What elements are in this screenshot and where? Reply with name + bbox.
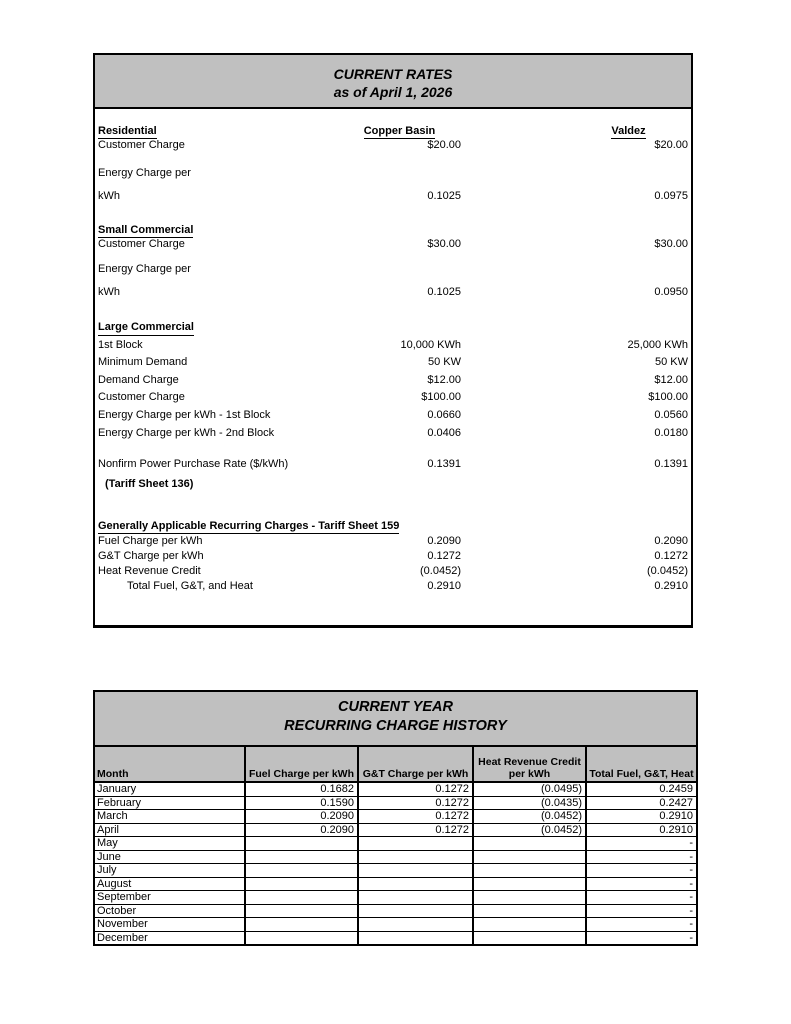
history-total-cell: - <box>586 837 697 851</box>
rates-column-spacer <box>461 425 569 443</box>
rates-valdez-value: 0.1391 <box>654 458 688 471</box>
history-month-row <box>94 823 697 837</box>
history-heat-cell <box>473 904 586 918</box>
rates-copper-basin-value: $30.00 <box>427 238 461 250</box>
history-title: CURRENT YEAR <box>338 699 453 715</box>
history-month-row <box>94 837 697 851</box>
rates-row-spacer <box>95 181 691 190</box>
rates-copper-basin-value: $12.00 <box>427 373 461 386</box>
history-total-cell: - <box>586 918 697 932</box>
rates-row <box>95 478 691 492</box>
rates-row <box>95 263 691 277</box>
rates-row <box>95 458 691 472</box>
rates-row <box>95 579 691 594</box>
rates-valdez-value <box>569 263 691 277</box>
rates-row <box>95 389 691 407</box>
rates-row <box>95 238 691 252</box>
rates-row-spacer <box>95 492 691 519</box>
rates-row <box>95 139 691 153</box>
history-month-row <box>94 904 697 918</box>
history-total-cell: - <box>586 904 697 918</box>
history-total-cell: - <box>586 864 697 878</box>
rates-valdez-value: $20.00 <box>654 139 688 151</box>
history-month-cell: May <box>94 837 245 851</box>
history-total-cell: 0.2910 <box>586 823 697 837</box>
history-gt-cell: 0.1272 <box>358 810 473 824</box>
rates-copper-basin-value: 0.2090 <box>427 535 461 548</box>
history-total-cell: - <box>586 891 697 905</box>
history-heat-cell: (0.0452) <box>473 810 586 824</box>
history-month-row <box>94 918 697 932</box>
history-title-cell <box>94 691 697 746</box>
history-month-row <box>94 810 697 824</box>
rates-row-label: Customer Charge <box>98 139 185 151</box>
current-rates-header <box>95 55 691 109</box>
rates-copper-basin-value <box>338 263 461 277</box>
rates-copper-basin-value <box>338 167 461 181</box>
rates-valdez-value: 0.1272 <box>654 550 688 563</box>
column-header-total: Total Fuel, G&T, Heat <box>586 746 697 782</box>
history-table <box>93 690 698 946</box>
rates-row <box>95 190 691 204</box>
rates-row <box>95 286 691 300</box>
rates-valdez-value <box>569 224 691 238</box>
current-rates-panel <box>93 53 693 628</box>
history-heat-cell <box>473 864 586 878</box>
rates-row <box>95 534 691 549</box>
rates-row-label: Fuel Charge per kWh <box>98 535 203 548</box>
history-fuel-cell <box>245 850 358 864</box>
history-month-row <box>94 796 697 810</box>
rates-valdez-value <box>569 478 691 492</box>
rates-copper-basin-value <box>399 519 522 534</box>
rates-copper-basin-value <box>338 319 461 337</box>
rates-valdez-value: 25,000 KWh <box>627 338 688 351</box>
history-fuel-cell <box>245 877 358 891</box>
recurring-charge-history-panel <box>93 690 696 946</box>
history-gt-cell <box>358 891 473 905</box>
rates-valdez-value: Valdez <box>611 125 646 137</box>
history-fuel-cell <box>245 864 358 878</box>
rates-row <box>95 564 691 579</box>
history-gt-cell <box>358 864 473 878</box>
rates-row <box>95 519 691 534</box>
history-month-cell: October <box>94 904 245 918</box>
history-fuel-cell <box>245 931 358 945</box>
rates-column-spacer <box>461 407 569 425</box>
rates-valdez-value <box>569 319 691 337</box>
rates-copper-basin-value: 0.1272 <box>427 550 461 563</box>
history-gt-cell <box>358 837 473 851</box>
rates-copper-basin-value: 0.0660 <box>427 408 461 421</box>
history-total-cell: 0.2459 <box>586 782 697 796</box>
rates-row <box>95 407 691 425</box>
history-title-row <box>94 691 697 746</box>
rates-column-spacer <box>461 564 569 579</box>
rates-row-label: Generally Applicable Recurring Charges - Tariff Sheet 159 <box>98 520 400 533</box>
rates-row-label: Small Commercial <box>98 224 194 236</box>
history-gt-cell <box>358 904 473 918</box>
rates-row-label: Energy Charge per kWh - 1st Block <box>98 408 271 421</box>
rates-copper-basin-value: 0.1391 <box>427 458 461 471</box>
history-heat-cell <box>473 877 586 891</box>
rates-copper-basin-value: 0.0406 <box>427 426 461 439</box>
history-column-header-row <box>94 746 697 782</box>
history-heat-cell <box>473 931 586 945</box>
history-month-row <box>94 877 697 891</box>
rates-copper-basin-value: 0.1025 <box>427 190 461 202</box>
rates-valdez-value: 0.0975 <box>654 190 688 202</box>
rates-row <box>95 337 691 355</box>
history-month-cell: September <box>94 891 245 905</box>
rates-row-label: Heat Revenue Credit <box>98 565 201 578</box>
rates-column-spacer <box>461 579 569 594</box>
history-total-cell: - <box>586 850 697 864</box>
history-gt-cell: 0.1272 <box>358 796 473 810</box>
rates-row-label: kWh <box>98 286 120 298</box>
rates-valdez-value: 0.0560 <box>654 408 688 421</box>
history-heat-cell: (0.0435) <box>473 796 586 810</box>
rates-column-spacer <box>461 337 569 355</box>
rates-row-label: 1st Block <box>98 338 143 351</box>
rates-column-spacer <box>461 354 569 372</box>
history-heat-cell <box>473 918 586 932</box>
rates-valdez-value: 0.2910 <box>654 580 688 593</box>
rates-valdez-value: 0.0950 <box>654 286 688 298</box>
rates-valdez-value: $12.00 <box>654 373 688 386</box>
rates-row <box>95 372 691 390</box>
rates-body <box>95 109 691 594</box>
history-fuel-cell: 0.1590 <box>245 796 358 810</box>
history-fuel-cell <box>245 837 358 851</box>
rates-row <box>95 224 691 238</box>
rates-row-label: Demand Charge <box>98 373 179 386</box>
history-month-cell: February <box>94 796 245 810</box>
rates-column-spacer <box>461 190 569 204</box>
history-month-cell: November <box>94 918 245 932</box>
rates-row-label: (Tariff Sheet 136) <box>105 478 194 491</box>
current-rates-title: CURRENT RATES <box>333 66 453 82</box>
rates-copper-basin-value: Copper Basin <box>363 125 436 137</box>
history-gt-cell <box>358 918 473 932</box>
rates-column-spacer <box>461 458 569 472</box>
history-total-cell: 0.2910 <box>586 810 697 824</box>
rates-valdez-value: 50 KW <box>654 356 688 369</box>
rates-column-spacer <box>461 167 569 181</box>
history-month-cell: January <box>94 782 245 796</box>
history-fuel-cell <box>245 891 358 905</box>
rates-row-spacer <box>95 277 691 286</box>
rates-valdez-value <box>569 167 691 181</box>
history-month-row <box>94 850 697 864</box>
rates-row <box>95 354 691 372</box>
rates-row-spacer <box>95 252 691 263</box>
rates-copper-basin-value: 10,000 KWh <box>400 338 461 351</box>
rates-row-label: Nonfirm Power Purchase Rate ($/kWh) <box>98 458 289 471</box>
rates-row-label: Large Commercial <box>95 319 338 337</box>
history-gt-cell <box>358 931 473 945</box>
rates-valdez-value: (0.0452) <box>647 565 688 578</box>
rates-valdez-value: $30.00 <box>654 238 688 250</box>
history-gt-cell: 0.1272 <box>358 823 473 837</box>
rates-column-spacer <box>461 534 569 549</box>
rates-column-spacer <box>461 238 569 252</box>
rates-copper-basin-value: $100.00 <box>421 391 461 404</box>
history-month-cell: August <box>94 877 245 891</box>
rates-copper-basin-value <box>338 478 461 492</box>
rates-row-spacer <box>95 204 691 224</box>
rates-column-spacer <box>461 478 569 492</box>
rates-column-spacer <box>522 519 630 534</box>
history-total-cell: - <box>586 931 697 945</box>
rates-column-spacer <box>461 224 569 238</box>
rates-column-spacer <box>461 549 569 564</box>
history-month-cell: April <box>94 823 245 837</box>
rates-column-spacer <box>461 286 569 300</box>
rates-row-spacer <box>95 300 691 319</box>
history-fuel-cell <box>245 918 358 932</box>
column-header-month: Month <box>94 746 245 782</box>
rates-valdez-value: 0.2090 <box>654 535 688 548</box>
rates-copper-basin-value: 0.2910 <box>427 580 461 593</box>
history-month-row <box>94 864 697 878</box>
rates-copper-basin-value: $20.00 <box>427 139 461 151</box>
history-month-cell: July <box>94 864 245 878</box>
history-month-row <box>94 931 697 945</box>
current-rates-subtitle: as of April 1, 2026 <box>333 84 453 100</box>
column-header-gt-charge: G&T Charge per kWh <box>358 746 473 782</box>
rates-row-label: Residential <box>98 125 157 137</box>
history-month-row <box>94 782 697 796</box>
rates-row <box>95 549 691 564</box>
rates-row-label: Minimum Demand <box>98 356 188 369</box>
rates-row <box>95 125 691 139</box>
history-heat-cell: (0.0495) <box>473 782 586 796</box>
column-header-fuel-charge: Fuel Charge per kWh <box>245 746 358 782</box>
rates-copper-basin-value: 50 KW <box>427 356 461 369</box>
rates-row-label: Total Fuel, G&T, and Heat <box>127 580 253 593</box>
history-gt-cell <box>358 850 473 864</box>
history-month-cell: March <box>94 810 245 824</box>
history-fuel-cell: 0.2090 <box>245 823 358 837</box>
history-subtitle: RECURRING CHARGE HISTORY <box>284 718 507 734</box>
rates-row-label: Customer Charge <box>98 238 185 250</box>
rates-valdez-value: $100.00 <box>648 391 688 404</box>
rates-row-label: kWh <box>98 190 120 202</box>
history-heat-cell <box>473 837 586 851</box>
history-month-cell: December <box>94 931 245 945</box>
rates-row-label: Energy Charge per <box>98 167 191 179</box>
rates-column-spacer <box>461 319 569 337</box>
history-total-cell: - <box>586 877 697 891</box>
rates-column-spacer <box>461 372 569 390</box>
rates-row <box>95 167 691 181</box>
rates-row-label: Customer Charge <box>98 391 185 404</box>
history-fuel-cell <box>245 904 358 918</box>
history-fuel-cell: 0.2090 <box>245 810 358 824</box>
rates-copper-basin-value <box>338 224 461 238</box>
rates-column-spacer <box>461 263 569 277</box>
rates-valdez-value: 0.0180 <box>654 426 688 439</box>
history-total-cell: 0.2427 <box>586 796 697 810</box>
column-header-heat-credit: Heat Revenue Credit per kWh <box>473 746 586 782</box>
history-gt-cell: 0.1272 <box>358 782 473 796</box>
history-heat-cell <box>473 850 586 864</box>
rates-column-spacer <box>461 125 569 139</box>
rates-row-label: Energy Charge per kWh - 2nd Block <box>98 426 275 439</box>
history-gt-cell <box>358 877 473 891</box>
rates-row-spacer <box>95 442 691 458</box>
history-fuel-cell: 0.1682 <box>245 782 358 796</box>
rates-row-label: G&T Charge per kWh <box>98 550 204 563</box>
history-heat-cell <box>473 891 586 905</box>
rates-column-spacer <box>461 139 569 153</box>
rates-row-spacer <box>95 153 691 167</box>
history-month-cell: June <box>94 850 245 864</box>
history-month-row <box>94 891 697 905</box>
history-tbody <box>94 782 697 945</box>
rates-valdez-value <box>630 519 691 534</box>
rates-copper-basin-value: (0.0452) <box>420 565 461 578</box>
rates-row <box>95 319 691 337</box>
rates-copper-basin-value: 0.1025 <box>427 286 461 298</box>
history-heat-cell: (0.0452) <box>473 823 586 837</box>
rates-row <box>95 425 691 443</box>
rates-row-label: Energy Charge per <box>98 263 191 275</box>
rates-column-spacer <box>461 389 569 407</box>
